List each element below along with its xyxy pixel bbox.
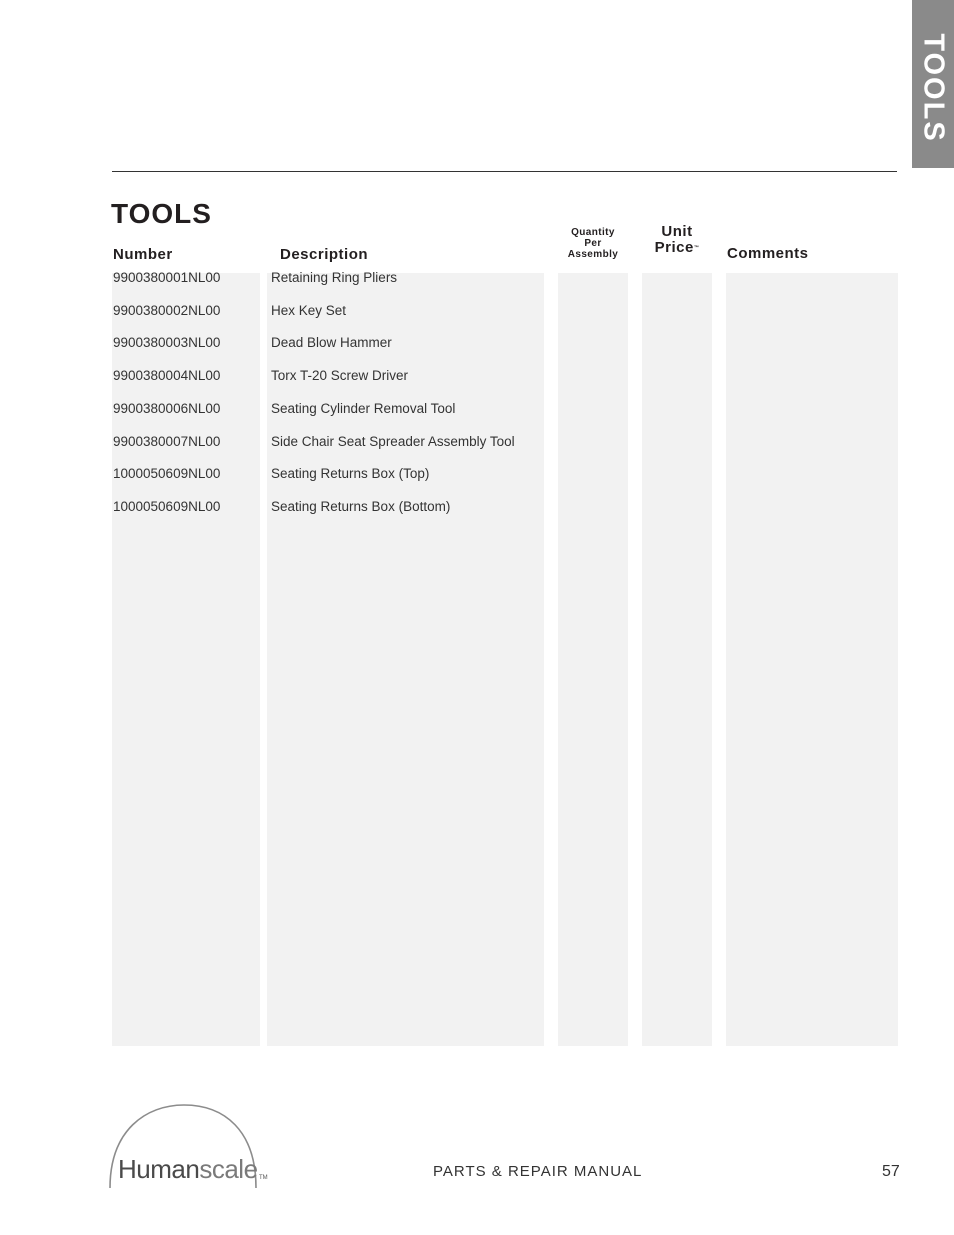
unit-price-header-word: Price [654, 239, 694, 256]
part-number-cell: 9900380006NL00 [113, 401, 221, 416]
description-header: Description [280, 246, 369, 263]
humanscale-logo-text [118, 1154, 258, 1185]
comments-header: Comments [727, 245, 809, 262]
description-column-bg [267, 273, 544, 1046]
side-tab-label: TOOLS [917, 33, 950, 143]
page-number: 57 [882, 1163, 900, 1180]
number-header: Number [113, 246, 173, 263]
part-description-cell: Side Chair Seat Spreader Assembly Tool [271, 434, 515, 449]
manual-title: PARTS & REPAIR MANUAL [433, 1163, 643, 1180]
part-description-cell: Seating Returns Box (Top) [271, 466, 430, 481]
part-description-cell: Torx T-20 Screw Driver [271, 368, 409, 383]
logo-text-main: Human [118, 1154, 200, 1184]
part-description-cell: Seating Cylinder Removal Tool [271, 401, 456, 416]
header-rule [112, 171, 897, 172]
unit-price-column-bg [642, 273, 712, 1046]
part-description-cell: Retaining Ring Pliers [271, 270, 398, 285]
page-title: TOOLS [111, 198, 212, 229]
part-number-cell: 9900380004NL00 [113, 368, 221, 383]
part-number-cell: 1000050609NL00 [113, 499, 221, 514]
quantity-header-line: Assembly [567, 249, 619, 260]
unit-price-header [642, 224, 712, 256]
part-number-cell: 9900380002NL00 [113, 303, 221, 318]
logo-text-light: scale [199, 1154, 258, 1184]
part-description-cell: Seating Returns Box (Bottom) [271, 499, 451, 514]
part-number-cell: 1000050609NL00 [113, 466, 221, 481]
quantity-header [558, 227, 628, 260]
quantity-column-bg [558, 273, 628, 1046]
part-number-cell: 9900380001NL00 [113, 270, 221, 285]
unit-price-header-line [642, 240, 712, 256]
quantity-header-line: Per [584, 238, 602, 249]
logo-trademark: TM [259, 1175, 268, 1181]
quantity-header-line: Quantity [571, 227, 615, 238]
part-description-cell: Dead Blow Hammer [271, 335, 392, 350]
unit-price-header-line: Unit [661, 223, 693, 240]
unit-price-trademark-mark: ™ [693, 245, 700, 251]
part-number-cell: 9900380003NL00 [113, 335, 221, 350]
section-side-tab [912, 0, 954, 168]
comments-column-bg [726, 273, 898, 1046]
part-number-cell: 9900380007NL00 [113, 434, 221, 449]
number-column-bg [112, 273, 260, 1046]
part-description-cell: Hex Key Set [271, 303, 347, 318]
